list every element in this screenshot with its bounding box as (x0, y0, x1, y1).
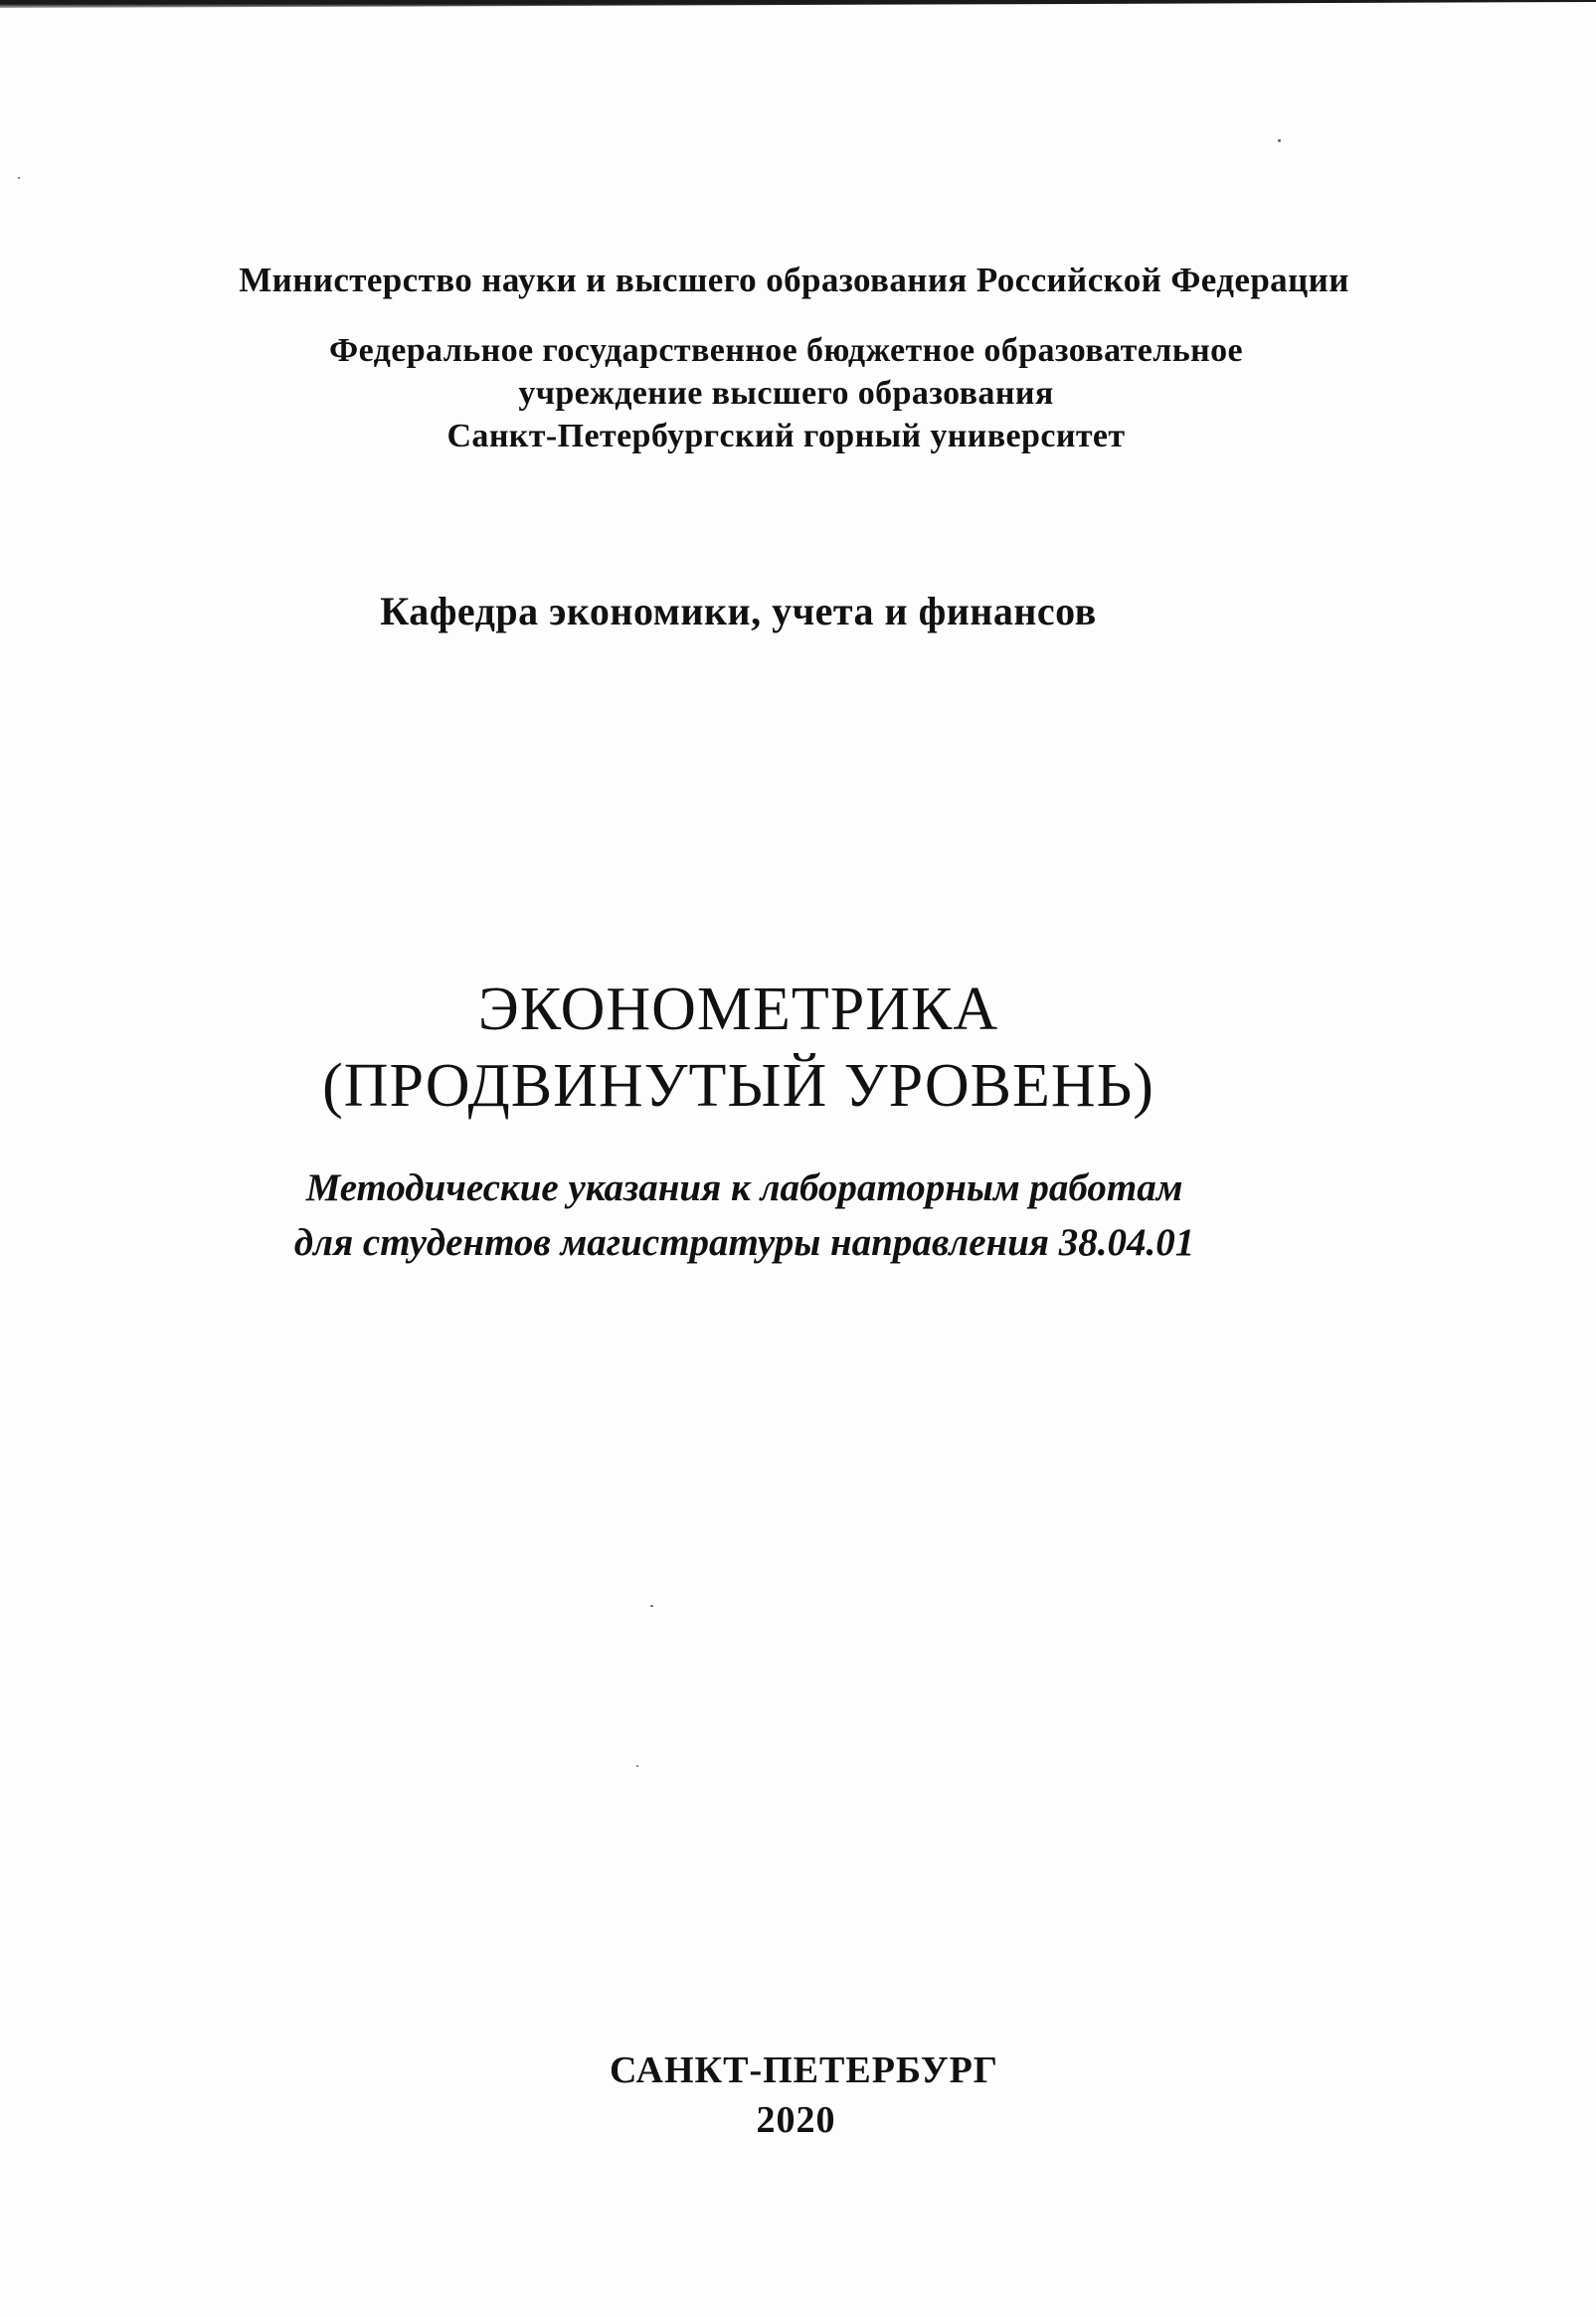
document-title: ЭКОНОМЕТРИКА (477, 976, 999, 1043)
subtitle-line-1: Методические указания к лабораторным работам (305, 1166, 1183, 1209)
scan-speck (650, 1605, 653, 1607)
institution-line-3: Санкт-Петербургский горный университет (446, 418, 1126, 454)
publication-year: 2020 (756, 2099, 836, 2141)
scan-speck (18, 177, 20, 179)
scan-edge-shadow (0, 0, 1596, 10)
subtitle-line-2: для студентов магистратуры направления 38.04.01 (293, 1221, 1195, 1264)
scan-speck (1278, 139, 1281, 142)
ministry-name: Министерство науки и высшего образования Российской Федерации (239, 261, 1349, 299)
department-name: Кафедра экономики, учета и финансов (380, 589, 1097, 633)
document-title-level: (ПРОДВИНУТЫЙ УРОВЕНЬ) (322, 1052, 1154, 1120)
institution-line-1: Федеральное государственное бюджетное образовательное (329, 332, 1243, 369)
institution-line-2: учреждение высшего образования (518, 375, 1054, 412)
publication-city: САНКТ-ПЕТЕРБУРГ (610, 2050, 998, 2091)
scan-speck (636, 1765, 638, 1767)
